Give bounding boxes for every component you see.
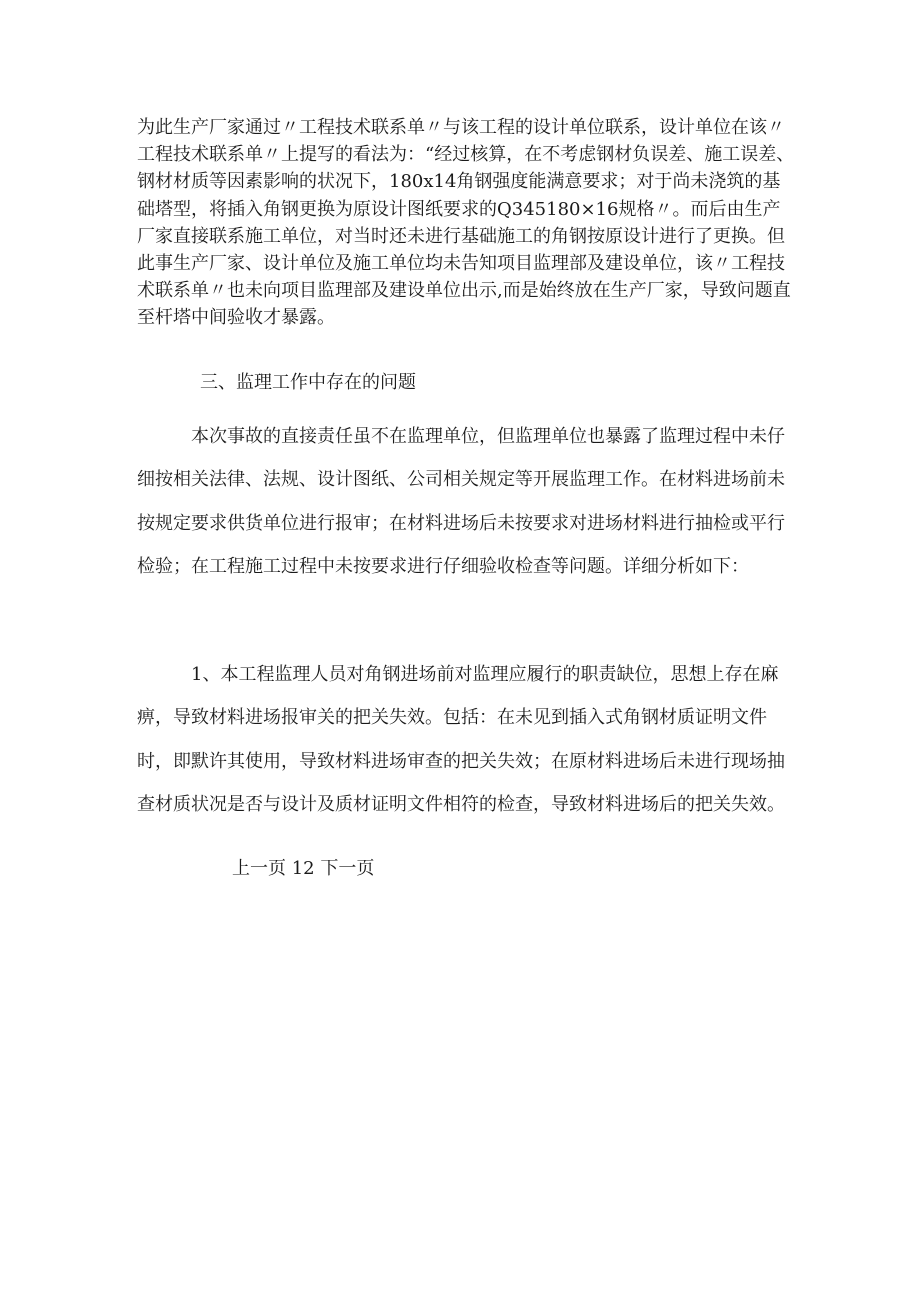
pagination <box>232 856 374 882</box>
paragraph-analysis-item-1: 1、本工程监理人员对角钢进场前对监理应履行的职责缺位，思想上存在麻痹，导致材料进场报审关的把关失效。包括：在未见到插入式角钢材质证明文件时，即默许其使用，导致材料进场审查的把关失效；在原材料进场后未进行现场抽查材质状况是否与设计及质材证明文件相符的检查，导致材料进场后的把关失效。 <box>137 664 785 816</box>
paragraph-contact-sheet: 为此生产厂家通过〃工程技术联系单〃与该工程的设计单位联系，设计单位在该〃工程技术联系单〃上提写的看法为：“经过核算，在不考虑钢材负误差、施工误差、钢材材质等因素影响的状况下，180x14角钢强度能满意要求；对于尚未浇筑的基础塔型，将插入角钢更换为原设计图纸要求的Q345180×16规格〃。而后由生产厂家直接联系施工单位，对当时还未进行基础施工的角钢按原设计进行了更换。但此事生产厂家、设计单位及施工单位均未告知项目监理部及建设单位，该〃工程技术联系单〃也未向项目监理部及建设单位出示,而是始终放在生产厂家，导致问题直至杆塔中间验收才暴露。 <box>137 117 795 329</box>
section-heading-supervision-problems: 三、监理工作中存在的问题 <box>200 372 416 393</box>
next-page-link[interactable]: 下一页 <box>320 858 375 879</box>
page-numbers[interactable]: 12 <box>291 858 315 879</box>
prev-page-link[interactable]: 上一页 <box>232 858 286 879</box>
paragraph-supervision-responsibility: 本次事故的直接责任虽不在监理单位，但监理单位也暴露了监理过程中未仔细按相关法律、法规、设计图纸、公司相关规定等开展监理工作。在材料进场前未按规定要求供货单位进行报审；在材料进场后未按要求对进场材料进行抽检或平行检验；在工程施工过程中未按要求进行仔细验收检查等问题。详细分析如下： <box>137 426 785 578</box>
